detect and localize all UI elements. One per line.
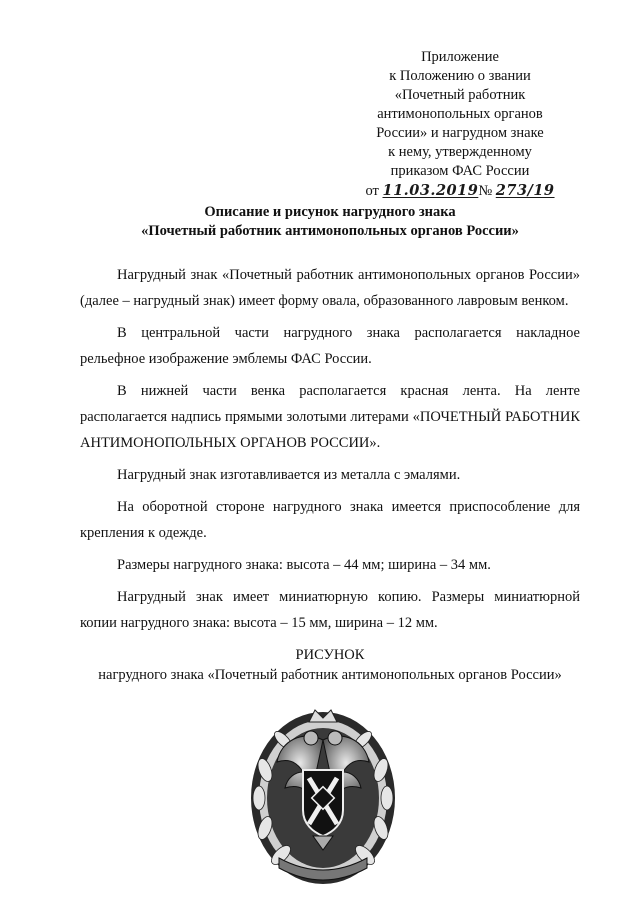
order-reference [360, 181, 560, 201]
appendix-line: России» и нагрудном знаке [376, 125, 544, 141]
appendix-block [360, 48, 560, 201]
title-line-2: «Почетный работник антимонопольных органов России» [141, 223, 519, 239]
paragraph: Нагрудный знак имеет миниатюрную копию. Размеры миниатюрной копии нагрудного знака: высота – 15 мм, ширина – 12 мм. [80, 589, 580, 631]
document-title [60, 203, 600, 241]
appendix-line: приказом ФАС России [390, 163, 530, 179]
appendix-line: антимонопольных органов [377, 106, 543, 122]
paragraph: На оборотной стороне нагрудного знака имеется приспособление для крепления к одежде. [80, 499, 580, 541]
paragraph: Нагрудный знак «Почетный работник антимонопольных органов России» (далее – нагрудный знак) имеет форму овала, образованного лавровым венком. [80, 267, 580, 309]
figure-heading: РИСУНОК [295, 647, 365, 663]
order-date: 11.03.2019 [382, 182, 479, 199]
figure-caption [60, 645, 600, 685]
paragraph: Нагрудный знак изготавливается из металла с эмалями. [117, 467, 461, 483]
figure-subcaption: нагрудного знака «Почетный работник антимонопольных органов России» [98, 667, 562, 683]
order-prefix: от [365, 183, 379, 199]
title-line-1: Описание и рисунок нагрудного знака [204, 204, 456, 220]
appendix-line: к Положению о звании [389, 68, 531, 84]
document-body [80, 262, 580, 642]
paragraph: В центральной части нагрудного знака располагается накладное рельефное изображение эмблемы ФАС России. [80, 325, 580, 367]
appendix-line: к нему, утвержденному [388, 144, 532, 160]
order-number: 273/19 [495, 182, 555, 199]
paragraph: Размеры нагрудного знака: высота – 44 мм; ширина – 34 мм. [117, 557, 491, 573]
paragraph: В нижней части венка располагается красная лента. На ленте располагается надпись прямыми золотыми литерами «ПОЧЕТНЫЙ РАБОТНИК АНТИМОНОПОЛЬНЫХ ОРГАНОВ РОССИИ». [80, 383, 580, 451]
appendix-line: Приложение [421, 49, 499, 65]
appendix-line: «Почетный работник [394, 87, 526, 103]
order-number-sign: № [478, 183, 493, 199]
badge-emblem-icon [243, 700, 403, 890]
